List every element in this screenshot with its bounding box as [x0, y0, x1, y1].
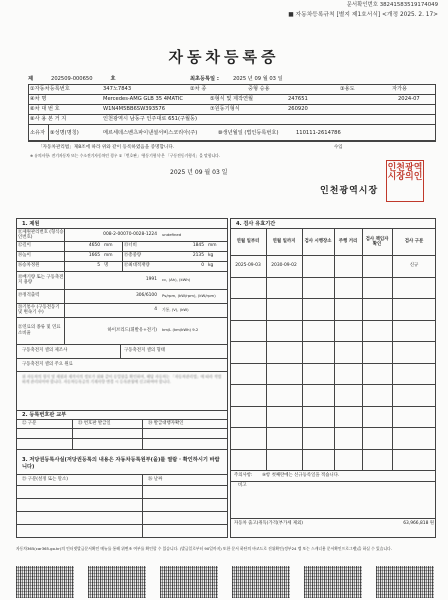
inspection-cell — [363, 449, 391, 471]
inspection-cell — [363, 255, 391, 277]
field-owner-name-value: 메르세데스벤츠파이낸셜서비스코리아(주) — [103, 129, 198, 136]
inspection-cell — [393, 449, 435, 471]
inspection-cell — [303, 320, 333, 342]
notice-line-1: 「자동차관리법」제8조에 따라 위와 같이 등록하였음을 증명합니다. — [38, 145, 175, 151]
spec-label-2: ⑬너비 — [124, 243, 137, 249]
doc-check-number: 38241583519174049 — [379, 2, 438, 8]
field-type-value: 247651 — [288, 96, 308, 103]
price-label: 자동차 출고(취득)가격(부가세 제외) — [234, 521, 304, 527]
inspection-cell — [335, 449, 361, 471]
inspection-cell — [267, 406, 301, 428]
inspection-cell — [267, 320, 301, 342]
battery-material-label: 구동축전지 셀의 주요 원료 — [22, 362, 73, 368]
spec-label: ⑳기통수 (구동전동기 및 변속기 수) — [18, 304, 60, 315]
inspection-cell — [363, 363, 391, 385]
inspection-cell — [231, 406, 265, 428]
inspection-cell — [267, 277, 301, 299]
inspection-cell — [393, 320, 435, 342]
spec-value: 5 — [97, 263, 100, 269]
inspection-cell — [335, 427, 361, 449]
inspection-cell — [363, 320, 391, 342]
spec-label: ⑫길이 — [18, 243, 31, 249]
spec-unit: 기통, (V), (kW) — [162, 306, 189, 312]
doc-check-label: 문서확인번호 — [346, 2, 378, 8]
battery-form-label: 구동축전지 셀의 형태 — [124, 348, 165, 354]
inspection-cell — [363, 341, 391, 363]
inspection-cell — [393, 277, 435, 299]
field-address-value: 인천광역시 남동구 인주대로 651(구월동) — [103, 116, 198, 123]
spec-label: ⑱배기량 또는 구동축전지 용량 — [18, 274, 64, 285]
spec-fine-print: 위 자동차의 형식 및 제원과 제작사의 정보가 위와 같이 동일함을 확인하며, 해당 자동차는 「자동차관리법」에 따라 적법하게 관리되어야 합니다. 자동차등록증의 기재사항 변경 시 등록관청에 신고하여야 합니다. — [22, 374, 222, 385]
doc-check-line — [347, 2, 438, 8]
spec-value-2: 2135 — [192, 253, 204, 259]
inspection-cell — [303, 449, 333, 471]
plate-col-type: ㉒ 구분 — [22, 421, 37, 427]
spec-unit: cc, (Ah), (kWh) — [162, 276, 191, 282]
inspection-cell — [303, 341, 333, 363]
inspection-cell — [267, 427, 301, 449]
inspection-cell — [303, 427, 333, 449]
inspection-cell — [303, 363, 333, 385]
issuer-name: 인천광역시장 — [320, 185, 379, 196]
field-address-label: ⑧ 사 용 본 거 지 — [30, 116, 67, 123]
inspection-cell — [267, 384, 301, 406]
spec-value: 1991 — [145, 277, 157, 283]
inspection-cell — [335, 277, 361, 299]
inspection-cell — [231, 320, 265, 342]
inspection-cell — [335, 384, 361, 406]
inspection-cell — [335, 320, 361, 342]
spec-unit-2: kg — [208, 253, 214, 259]
inspection-cell — [267, 298, 301, 320]
notice-line-2: ※ 유의사항: 전기자동차 또는 수소전기자동차인 경우 ①「번호판」'형동기형식'은 「구동전동기형식」을 말합니다. — [30, 152, 221, 158]
field-make-date-value: 2024-07 — [398, 96, 420, 103]
spec-unit: mm — [104, 253, 113, 259]
spec-unit-2: kg — [208, 263, 214, 269]
inspection-cell — [231, 384, 265, 406]
barcode-5 — [304, 566, 362, 598]
spec-label-2: ⑰최대적재량 — [124, 263, 150, 269]
spec-value: 1665 — [88, 253, 100, 259]
field-engine-label: ⑦ 원동기형식 — [210, 106, 240, 113]
footer-notice: 자동차365(car365.go.kr)의 인터넷발급문서확인 메뉴를 통해 위변조 여부를 확인할 수 있습니다. (발급일로부터 90일까지) 또한 문서 하단의 바코드로 진위확인(정부24 앱 또는 스캐너용 문서확인프로그램)을 하실 수 있습니다. — [16, 546, 392, 551]
barcode-1 — [16, 566, 74, 598]
cert-number — [28, 74, 208, 84]
inspection-cell — [363, 277, 391, 299]
cert-no-value: 202509-000650 — [51, 75, 93, 82]
inspection-cell — [267, 363, 301, 385]
barcode-6 — [376, 566, 434, 598]
battery-maker-label: 구동축전지 셀의 제조사 — [22, 348, 68, 354]
inspection-cell — [303, 384, 333, 406]
inspection-cell — [363, 298, 391, 320]
spec-value-2: 1845 — [192, 243, 204, 249]
issue-date: 2025 년 09 월 03 일 — [170, 169, 228, 177]
inspection-col-header: 검사 시행장소 — [304, 239, 332, 245]
field-engine-value: 260920 — [288, 106, 308, 113]
spec-label: ⑭높이 — [18, 253, 31, 259]
spec-label: ⑲정격출력 — [18, 293, 40, 299]
inspection-cell — [303, 298, 333, 320]
official-seal — [386, 160, 424, 202]
barcode-4 — [232, 566, 290, 598]
inspection-cell — [231, 363, 265, 385]
inspection-cell — [303, 277, 333, 299]
plate-col-agent: ㉔ 발급대행자확인 — [148, 421, 184, 427]
inspection-col-header: 연월 일부터 — [236, 239, 260, 245]
inspection-cell: 2025-09-03 — [235, 263, 261, 269]
spec-unit: mm — [104, 243, 113, 249]
field-car-type-label: ② 차 종 — [190, 86, 207, 93]
field-usage-value: 자가용 — [392, 86, 408, 93]
cert-no-label: 제 — [28, 75, 34, 82]
spec-label: ㉑연료의 종류 및 연료소비율 — [18, 325, 61, 336]
field-reg-number-value: 347노7843 — [103, 86, 132, 93]
inspection-cell — [393, 298, 435, 320]
inspection-cell — [393, 406, 435, 428]
field-model-value: Mercedes-AMG GLB 35 4MATIC — [103, 96, 183, 103]
inspection-cell: 신규 — [409, 263, 419, 269]
spec-value: 4 — [154, 307, 157, 313]
inspection-cell — [393, 363, 435, 385]
inspection-cell: 2030-09-02 — [271, 263, 297, 269]
mortgage-col-date: ㉖ 날짜 — [148, 476, 163, 482]
spec-value-2: 0 — [201, 263, 204, 269]
inspection-cell — [335, 406, 361, 428]
mortgage-section-title: 3. 저당권등록사실(저당권등록의 내용은 자동차등록원부(을)를 열람 · 확인하시기 바랍니다) — [22, 456, 220, 470]
inspection-cell — [393, 427, 435, 449]
field-usage-label: ③ 용도 — [340, 86, 355, 93]
price-value: 63,966,818 원 — [403, 521, 434, 527]
remark-label: 비고 — [238, 483, 247, 489]
inspection-cell — [363, 406, 391, 428]
inspection-cell — [231, 277, 265, 299]
barcode-3 — [160, 566, 218, 598]
inspection-cell — [303, 406, 333, 428]
first-registration — [190, 74, 330, 84]
inspection-cell — [303, 255, 333, 277]
notes-value: ⑨항 첫째란에는 신규등록일을 적습니다. — [262, 473, 340, 479]
page-title: 자동차등록증 — [168, 48, 280, 66]
inspection-cell — [231, 427, 265, 449]
inspection-cell — [335, 298, 361, 320]
inspection-cell — [393, 384, 435, 406]
field-birth-label: ⑩ 생년월일 (법인등록번호) — [218, 129, 279, 136]
barcode-2 — [88, 566, 146, 598]
import-mark: 수입 — [334, 145, 343, 151]
spec-unit-2: mm — [208, 243, 217, 249]
plate-section-title: 2. 등록번호판 교부 — [22, 411, 67, 418]
inspection-cell — [335, 341, 361, 363]
field-car-type-value: 중형 승용 — [248, 86, 270, 93]
spec-unit: 명 — [104, 263, 109, 269]
field-model-label: ④ 차 명 — [30, 96, 47, 103]
inspection-cell — [363, 384, 391, 406]
owner-label: 소유자 — [30, 129, 46, 136]
inspection-cell — [231, 298, 265, 320]
inspection-cell — [335, 363, 361, 385]
inspection-cell — [393, 341, 435, 363]
inspection-col-header: 연월 일까지 — [272, 239, 296, 245]
plate-col-date: ㉓ 번호판 발급일 — [78, 421, 111, 427]
form-reference: ■ 자동차등록규칙 [별지 제1호서식] <개정 2025. 2. 17> — [288, 12, 438, 18]
spec-label: ⑪제원관리번호 (형식승인번호) — [18, 229, 64, 240]
spec-unit: km/L (km/kWh) 9.2 — [162, 327, 199, 333]
inspection-cell — [267, 341, 301, 363]
spec-unit: Ps/rpm, (kW/rpm), (kW/rpm) — [162, 292, 216, 298]
inspection-col-header: 주행 거리 — [338, 239, 358, 245]
first-reg-value: 2025 년 09 월 03 일 — [232, 75, 283, 82]
field-vin-label: ⑥ 차 대 번 호 — [30, 106, 60, 113]
cert-no-suffix: 호 — [110, 75, 116, 82]
spec-section-title: 1. 제원 — [22, 220, 40, 227]
field-birth-value: 110111-2614786 — [296, 129, 341, 136]
spec-label: ⑯승차정원 — [18, 263, 40, 269]
inspection-cell — [231, 341, 265, 363]
inspection-cell — [231, 449, 265, 471]
first-reg-label: 최초등록일 : — [190, 75, 219, 82]
spec-value: 4650 — [88, 243, 100, 249]
seal-text: 인천광역시장의인 — [387, 163, 423, 183]
inspection-col-header: 검사 책임자 확인 — [365, 236, 389, 247]
inspection-col-header: 검사 구분 — [404, 239, 424, 245]
field-owner-name-label: ⑨ 성명(명칭) — [50, 129, 79, 136]
spec-value: 306/6100 — [135, 293, 157, 299]
notes-label: 주의사항: — [234, 473, 253, 479]
field-reg-number-label: ① 자동차등록번호 — [30, 86, 70, 93]
spec-label-2: ⑮총중량 — [124, 253, 142, 259]
spec-value: 008-2-00070-0028-1224 — [103, 232, 157, 238]
inspection-cell — [335, 255, 361, 277]
inspection-cell — [363, 427, 391, 449]
inspection-title: 4. 검사 유효기간 — [236, 220, 276, 227]
mortgage-col-type: ㉕ 구분(설정 또는 말소) — [22, 476, 68, 482]
spec-unit: undefined — [162, 231, 182, 237]
inspection-cell — [267, 449, 301, 471]
field-vin-value: W1N4M5BB6SW393576 — [103, 106, 166, 113]
field-type-date-label: ⑤ 형식 및 제작연월 — [210, 96, 254, 103]
spec-value: 하이브리드(휘발유+전기) — [107, 327, 157, 333]
